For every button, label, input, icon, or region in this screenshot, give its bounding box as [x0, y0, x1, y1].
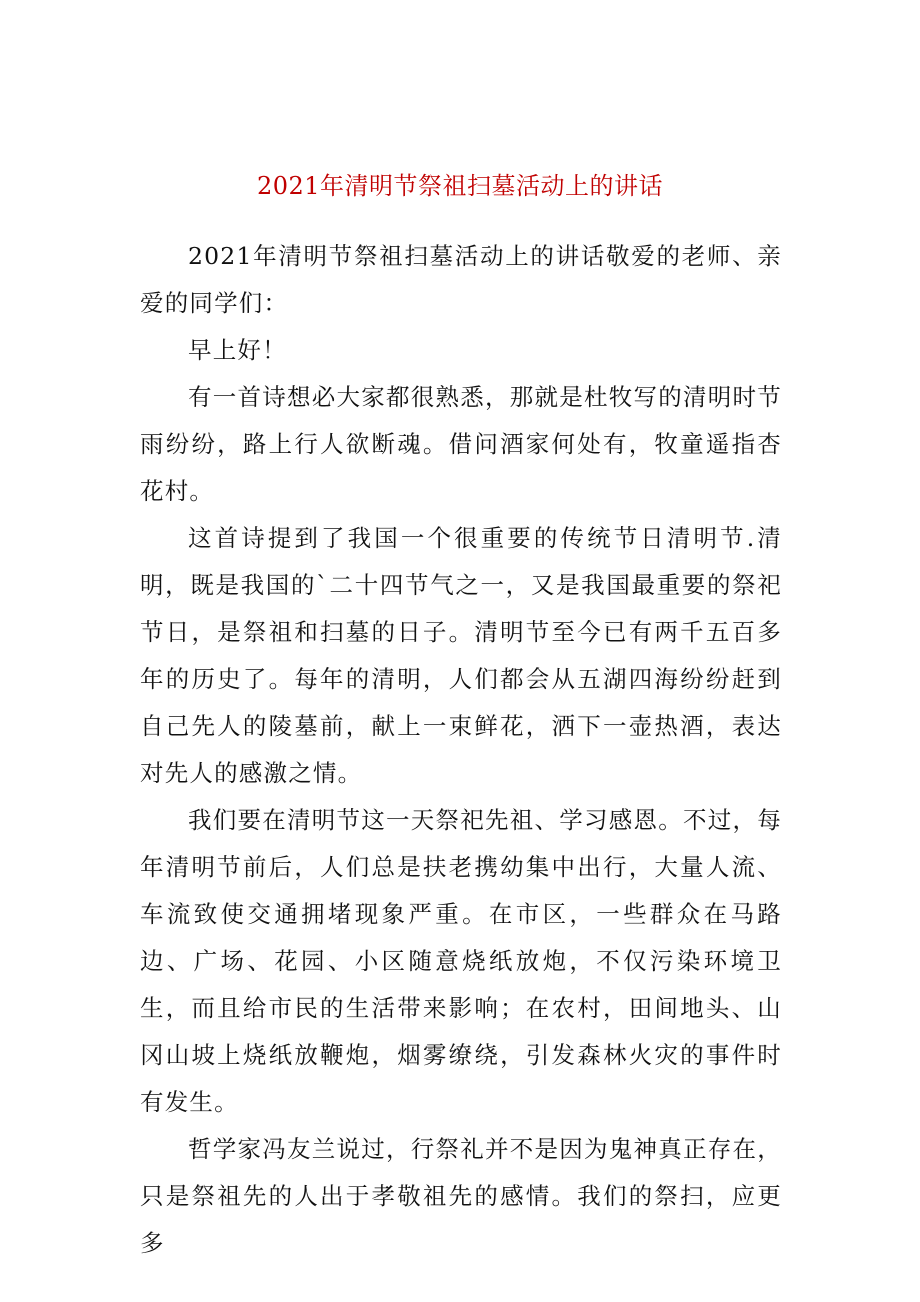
paragraph-qingming-history: 这首诗提到了我国一个很重要的传统节日清明节.清明，既是我国的`二十四节气之一，又是我国最重要的祭祀节日，是祭祖和扫墓的日子。清明节至今已有两千五百多年的历史了。每年的清明，人们都会从五湖四海纷纷赶到自己先人的陵墓前，献上一束鲜花，洒下一壶热酒，表达对先人的感激之情。: [140, 524, 782, 787]
document-body: [140, 233, 782, 1267]
paragraph-good-morning: 早上好！: [188, 336, 287, 364]
paragraph-poem: 有一首诗想必大家都很熟悉，那就是杜牧写的清明时节雨纷纷，路上行人欲断魂。借问酒家何处有，牧童遥指杏花村。: [140, 383, 782, 505]
paragraph-traffic-issues: 我们要在清明节这一天祭祀先祖、学习感恩。不过，每年清明节前后，人们总是扶老携幼集中出行，大量人流、车流致使交通拥堵现象严重。在市区，一些群众在马路边、广场、花园、小区随意烧纸放炮，不仅污染环境卫生，而且给市民的生活带来影响；在农村，田间地头、山冈山坡上烧纸放鞭炮，烟雾缭绕，引发森林火灾的事件时有发生。: [140, 806, 782, 1116]
paragraph-greeting: 2021年清明节祭祖扫墓活动上的讲话敬爱的老师、亲爱的同学们：: [140, 242, 782, 317]
paragraph-philosopher-quote: 哲学家冯友兰说过，行祭礼并不是因为鬼神真正存在，只是祭祖先的人出于孝敬祖先的感情。我们的祭扫，应更多: [140, 1135, 782, 1257]
document-title: 2021年清明节祭祖扫墓活动上的讲话: [256, 172, 664, 200]
